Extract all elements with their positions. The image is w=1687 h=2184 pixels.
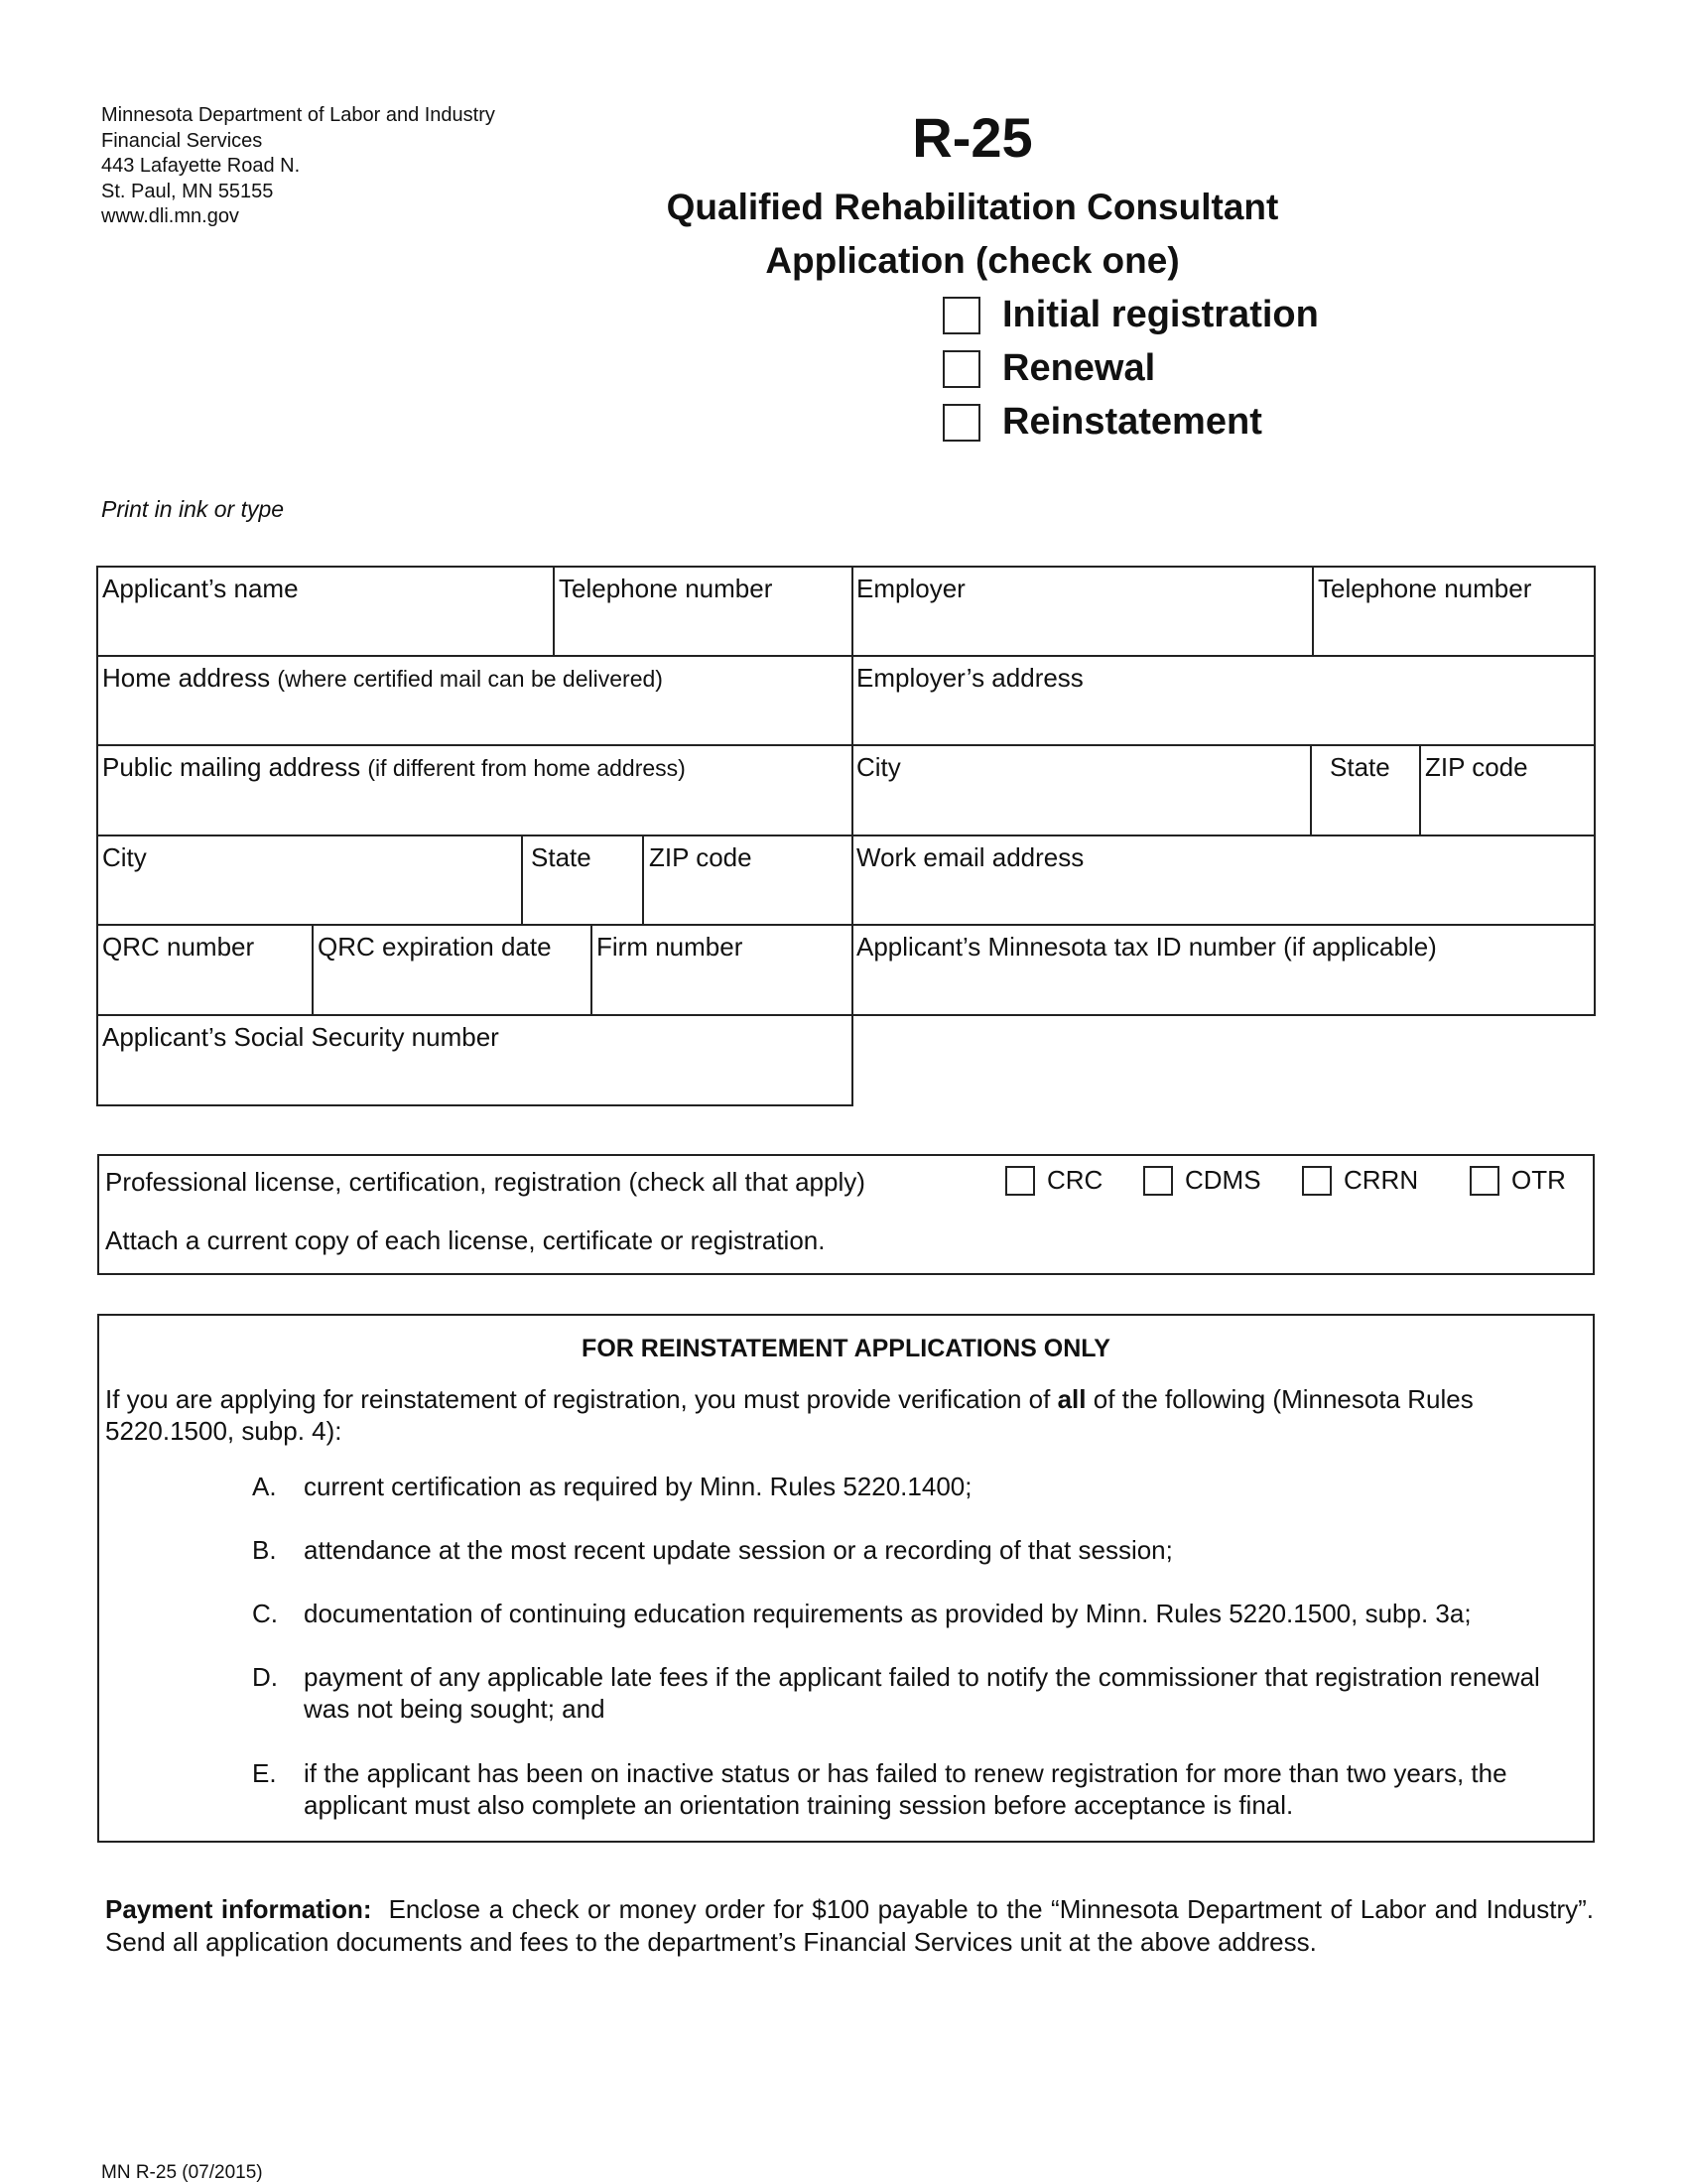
crc-checkbox[interactable] <box>1005 1166 1035 1196</box>
option-initial-registration[interactable] <box>943 294 1319 336</box>
initial-registration-checkbox[interactable] <box>943 297 980 334</box>
license-option-label: CRRN <box>1344 1165 1419 1195</box>
city-label: City <box>102 842 147 872</box>
firm-number-label: Firm number <box>596 932 743 962</box>
cdms-checkbox[interactable] <box>1143 1166 1173 1196</box>
state-field[interactable] <box>523 836 642 924</box>
option-reinstatement[interactable] <box>943 401 1262 444</box>
requirement-letter: B. <box>252 1535 277 1565</box>
option-label: Reinstatement <box>1002 401 1262 443</box>
form-revision: MN R-25 (07/2015) <box>101 2162 263 2183</box>
applicant-phone-label: Telephone number <box>559 574 773 603</box>
employer-phone-label: Telephone number <box>1318 574 1532 603</box>
employer-address-label: Employer’s address <box>856 663 1084 693</box>
agency-unit: Financial Services <box>101 129 263 152</box>
license-attach-note: Attach a current copy of each license, certificate or registration. <box>105 1225 826 1255</box>
requirement-text: attendance at the most recent update session or a recording of that session; <box>304 1535 1173 1565</box>
applicant-name-field[interactable] <box>98 568 553 655</box>
requirement-item <box>252 1471 1582 1502</box>
employer-address-field[interactable] <box>853 657 1594 744</box>
renewal-checkbox[interactable] <box>943 350 980 388</box>
reinstatement-checkbox[interactable] <box>943 404 980 442</box>
requirement-item <box>252 1757 1582 1821</box>
intro-text-end: of the following (Minnesota Rules 5220.1500, subp. 4): <box>105 1384 1474 1446</box>
requirement-letter: E. <box>252 1758 277 1788</box>
zip-label: ZIP code <box>649 842 752 872</box>
zip-field[interactable] <box>644 836 851 924</box>
work-email-field[interactable] <box>853 836 1594 924</box>
grid-divider <box>1594 566 1596 1016</box>
option-label: Renewal <box>1002 347 1156 389</box>
public-mailing-title: Public mailing address <box>102 752 361 782</box>
qrc-number-label: QRC number <box>102 932 255 962</box>
requirement-text: current certification as required by Minn. Rules 5220.1400; <box>304 1472 973 1501</box>
intro-text-emphasis: all <box>1057 1384 1087 1414</box>
otr-checkbox[interactable] <box>1470 1166 1499 1196</box>
firm-number-field[interactable] <box>592 926 851 1014</box>
ssn-field[interactable] <box>98 1016 851 1104</box>
requirement-item <box>252 1598 1582 1629</box>
reinstatement-intro <box>105 1383 1589 1447</box>
public-mailing-field[interactable] <box>98 746 851 835</box>
reinstatement-heading: FOR REINSTATEMENT APPLICATIONS ONLY <box>582 1335 1110 1362</box>
state-label: State <box>531 842 591 872</box>
form-subtitle: Application (check one) <box>765 240 1180 281</box>
license-label: Professional license, certification, registration (check all that apply) <box>105 1167 865 1197</box>
payment-text: Enclose a check or money order for $100 payable to the “Minnesota Department of Labor and Industry”. Send all application documents and fees to the department’s Financial Services unit at the above address. <box>105 1894 1595 1957</box>
requirement-item <box>252 1534 1582 1566</box>
tax-id-field[interactable] <box>853 926 1594 1014</box>
employer-city-field[interactable] <box>853 746 1310 835</box>
requirement-letter: C. <box>252 1599 278 1628</box>
home-address-title: Home address <box>102 663 271 693</box>
agency-street: 443 Lafayette Road N. <box>101 155 301 177</box>
city-field[interactable] <box>98 836 521 924</box>
home-address-note: (where certified mail can be delivered) <box>277 666 663 692</box>
work-email-label: Work email address <box>856 842 1085 872</box>
ssn-label: Applicant’s Social Security number <box>102 1022 499 1052</box>
applicant-name-label: Applicant’s name <box>102 574 299 603</box>
grid-divider <box>96 1104 853 1106</box>
requirement-letter: A. <box>252 1472 277 1501</box>
license-option-otr[interactable] <box>1470 1165 1566 1196</box>
crrn-checkbox[interactable] <box>1302 1166 1332 1196</box>
license-option-crrn[interactable] <box>1302 1165 1418 1196</box>
requirement-text: payment of any applicable late fees if the applicant failed to notify the commissioner that registration renewal was not being sought; and <box>304 1662 1540 1724</box>
option-label: Initial registration <box>1002 294 1319 335</box>
license-option-label: CRC <box>1047 1165 1103 1195</box>
qrc-number-field[interactable] <box>98 926 312 1014</box>
form-code: R-25 <box>912 106 1033 169</box>
employer-state-field[interactable] <box>1312 746 1419 835</box>
form-title: Qualified Rehabilitation Consultant <box>666 187 1279 227</box>
requirement-letter: D. <box>252 1662 278 1692</box>
agency-city: St. Paul, MN 55155 <box>101 180 274 202</box>
license-option-label: CDMS <box>1185 1165 1261 1195</box>
employer-state-label: State <box>1330 752 1390 782</box>
payment-label: Payment information: <box>105 1894 372 1924</box>
payment-information <box>105 1893 1594 1959</box>
qrc-expiration-field[interactable] <box>314 926 590 1014</box>
print-instruction: Print in ink or type <box>101 496 285 522</box>
qrc-expiration-label: QRC expiration date <box>318 932 552 962</box>
applicant-phone-field[interactable] <box>555 568 851 655</box>
license-option-label: OTR <box>1511 1165 1566 1195</box>
employer-zip-label: ZIP code <box>1425 752 1528 782</box>
tax-id-label: Applicant’s Minnesota tax ID number (if applicable) <box>856 932 1437 962</box>
license-option-cdms[interactable] <box>1143 1165 1261 1196</box>
requirement-text: documentation of continuing education requirements as provided by Minn. Rules 5220.1500, subp. 3a; <box>304 1599 1472 1628</box>
employer-phone-field[interactable] <box>1314 568 1594 655</box>
employer-label: Employer <box>856 574 966 603</box>
agency-website: www.dli.mn.gov <box>101 205 239 227</box>
license-option-crc[interactable] <box>1005 1165 1103 1196</box>
agency-name: Minnesota Department of Labor and Industry <box>101 104 495 126</box>
requirement-text: if the applicant has been on inactive status or has failed to renew registration for more than two years, the applicant must also complete an orientation training session before acceptance is final. <box>304 1758 1507 1820</box>
employer-field[interactable] <box>853 568 1312 655</box>
requirement-item <box>252 1661 1582 1725</box>
public-mailing-note: (if different from home address) <box>367 755 686 781</box>
intro-text-start: If you are applying for reinstatement of registration, you must provide verification of <box>105 1384 1058 1414</box>
home-address-field[interactable] <box>98 657 851 744</box>
employer-city-label: City <box>856 752 901 782</box>
employer-zip-field[interactable] <box>1421 746 1594 835</box>
option-renewal[interactable] <box>943 347 1155 390</box>
